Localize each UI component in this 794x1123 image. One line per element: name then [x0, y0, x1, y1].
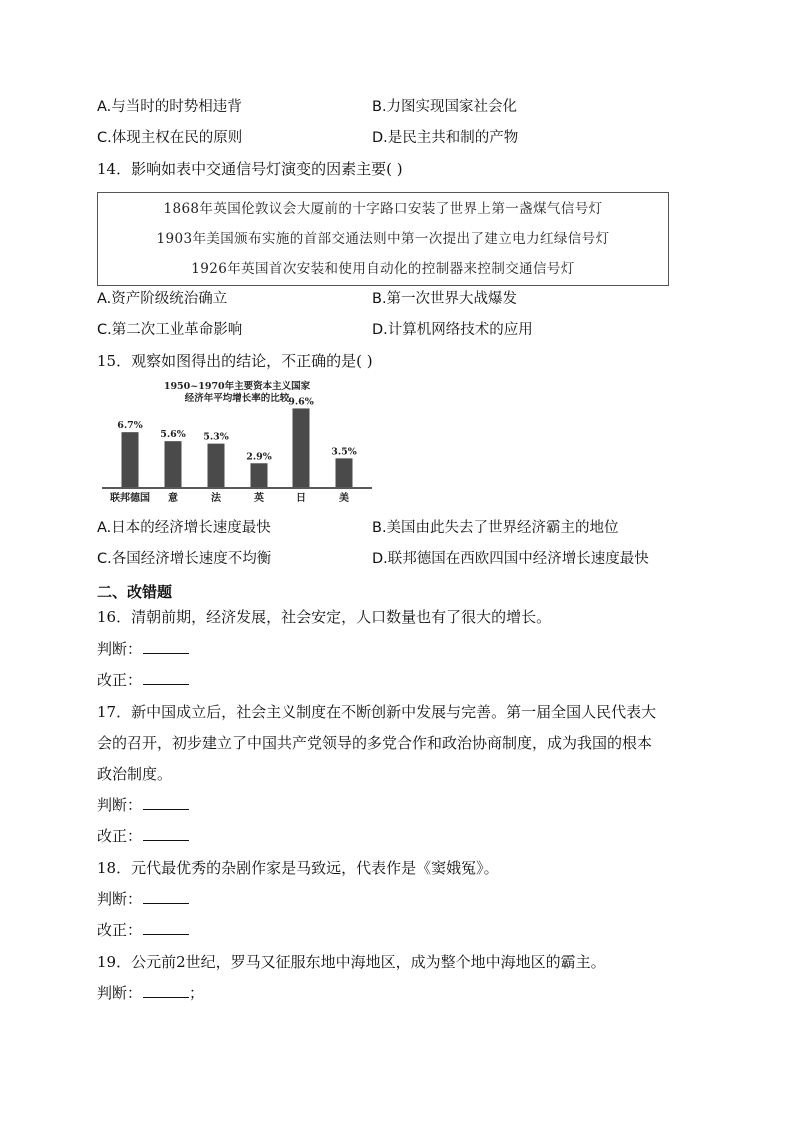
- bar-value-label-1: 5.6%: [160, 429, 186, 441]
- bar-value-label-4: 9.6%: [288, 396, 314, 408]
- q15-option-b: B.美国由此失去了世界经济霸主的地位: [372, 520, 619, 536]
- q19-stem: 19．公元前2世纪，罗马又征服东地中海地区，成为整个地中海地区的霸主。: [97, 953, 606, 971]
- bar-0: [122, 432, 139, 487]
- chart-title-line-1: 1950~1970年主要资本主义国家: [163, 381, 311, 392]
- q14-option-b: B.第一次世界大战爆发: [372, 291, 518, 307]
- q14-option-d: D.计算机网络技术的应用: [372, 322, 533, 338]
- q18-correct-line: [97, 920, 189, 940]
- q17-stem-line-2: 会的召开，初步建立了中国共产党领导的多党合作和政治协商制度，成为我国的根本: [97, 734, 653, 752]
- q19-judge-line: [97, 983, 204, 1003]
- q16-judge-blank[interactable]: [143, 639, 189, 654]
- q17-correct-blank[interactable]: [143, 826, 189, 841]
- q16-judge-label: 判断：: [97, 640, 143, 658]
- q17-judge-line: [97, 795, 189, 815]
- bar-value-label-2: 5.3%: [203, 431, 229, 443]
- q14-option-a: A.资产阶级统治确立: [97, 291, 228, 307]
- q15-stem: 15．观察如图得出的结论，不正确的是( ): [97, 352, 373, 370]
- q14-stem: 14．影响如表中交通信号灯演变的因素主要( ): [97, 160, 403, 178]
- q13-option-b: B.力图实现国家社会化: [372, 99, 518, 115]
- q17-stem-line-1: 17．新中国成立后，社会主义制度在不断创新中发展与完善。第一届全国人民代表大: [97, 703, 657, 721]
- growth-rate-bar-chart: [100, 377, 375, 507]
- category-label-1: 意: [168, 493, 178, 504]
- q15-option-d: D.联邦德国在西欧四国中经济增长速度最快: [372, 551, 649, 567]
- category-label-2: 法: [211, 493, 221, 504]
- q14-option-c: C.第二次工业革命影响: [97, 322, 243, 338]
- bar-5: [336, 458, 353, 487]
- q17-correct-label: 改正：: [97, 827, 143, 845]
- q19-judge-label: 判断：: [97, 984, 143, 1002]
- q18-stem: 18．元代最优秀的杂剧作家是马致远，代表作是《窦娥冤》。: [97, 859, 499, 877]
- bar-2: [208, 444, 225, 487]
- q17-judge-blank[interactable]: [143, 795, 189, 810]
- q15-option-a: A.日本的经济增长速度最快: [97, 520, 271, 536]
- q19-judge-suffix: ；: [189, 984, 205, 1002]
- q18-judge-line: [97, 889, 189, 909]
- q15-option-c: C.各国经济增长速度不均衡: [97, 551, 272, 567]
- q14-table-row-3: 1926年英国首次安装和使用自动化的控制器来控制交通信号灯: [191, 261, 575, 277]
- q17-judge-label: 判断：: [97, 796, 143, 814]
- q13-option-a: A.与当时的时势相违背: [97, 99, 242, 115]
- q19-judge-blank[interactable]: [143, 983, 189, 998]
- section-heading: 二、改错题: [97, 583, 173, 601]
- category-label-3: 英: [254, 493, 264, 504]
- bar-4: [293, 408, 310, 487]
- q18-judge-label: 判断：: [97, 890, 143, 908]
- q16-correct-line: [97, 670, 189, 690]
- category-label-4: 日: [296, 493, 306, 504]
- chart-title-line-2: 经济年平均增长率的比较: [184, 393, 290, 404]
- q16-stem: 16．清朝前期，经济发展，社会安定，人口数量也有了很大的增长。: [97, 608, 552, 626]
- q17-stem-line-3: 政治制度。: [97, 765, 173, 783]
- category-label-5: 美: [339, 493, 349, 504]
- q13-option-c: C.体现主权在民的原则: [97, 130, 243, 146]
- bar-1: [165, 441, 182, 487]
- q14-table-row-1: 1868年英国伦敦议会大厦前的十字路口安装了世界上第一盏煤气信号灯: [163, 201, 603, 217]
- q18-judge-blank[interactable]: [143, 889, 189, 904]
- q14-table: [97, 192, 669, 286]
- q17-correct-line: [97, 826, 189, 846]
- q16-correct-blank[interactable]: [143, 670, 189, 685]
- bar-value-label-3: 2.9%: [246, 451, 272, 463]
- q13-option-d: D.是民主共和制的产物: [372, 130, 519, 146]
- q18-correct-label: 改正：: [97, 921, 143, 939]
- q14-table-row-2: 1903年美国颁布实施的首部交通法则中第一次提出了建立电力红绿信号灯: [156, 231, 610, 247]
- q18-correct-blank[interactable]: [143, 920, 189, 935]
- bar-3: [251, 463, 268, 487]
- q16-judge-line: [97, 639, 189, 659]
- category-label-0: 联邦德国: [110, 493, 150, 504]
- bar-value-label-0: 6.7%: [117, 420, 143, 432]
- bar-value-label-5: 3.5%: [331, 446, 357, 458]
- q16-correct-label: 改正：: [97, 671, 143, 689]
